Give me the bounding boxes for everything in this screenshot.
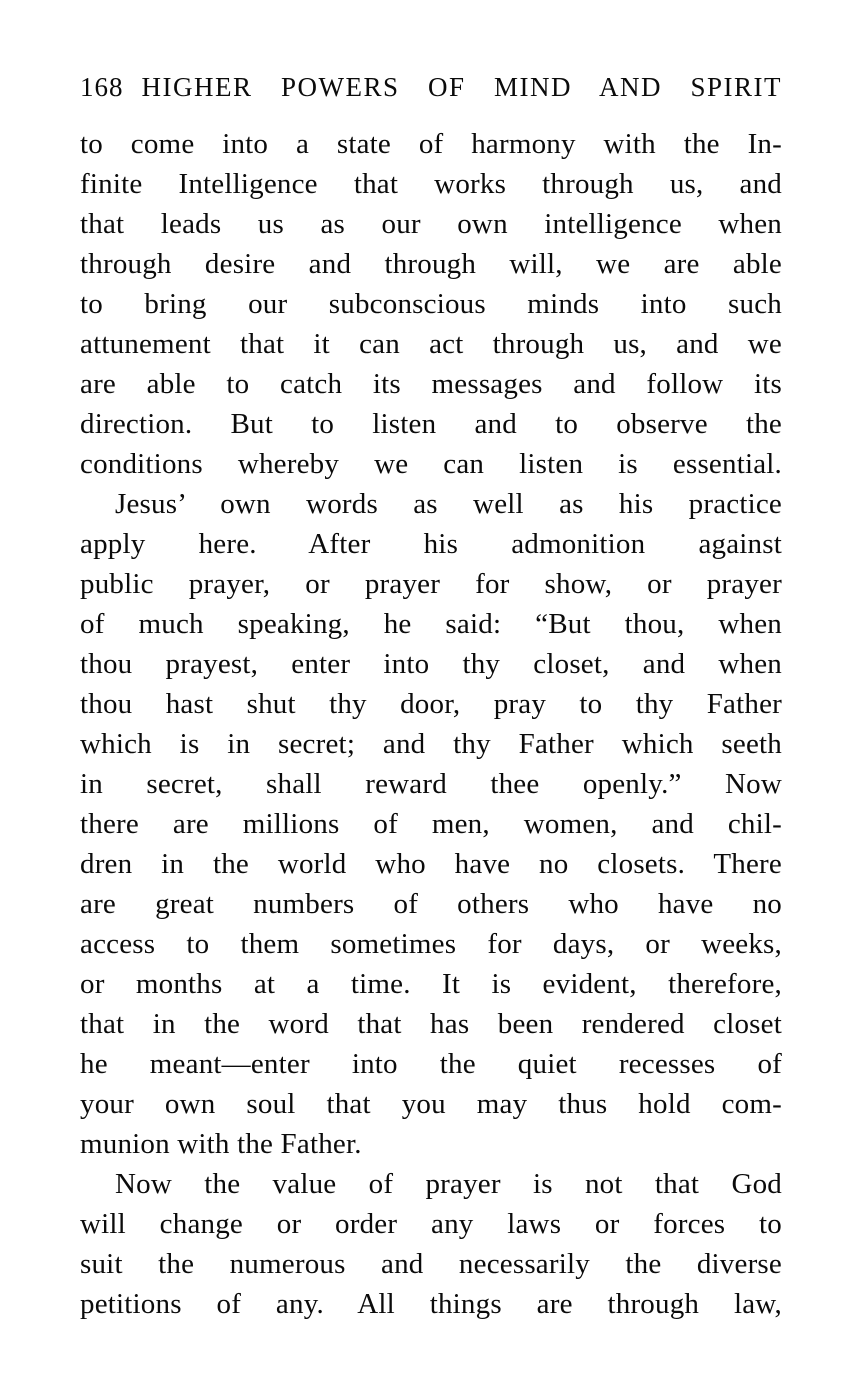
- text-line: there are millions of men, women, and chil-: [80, 808, 782, 840]
- text-line: Jesus’ own words as well as his practice: [115, 488, 782, 520]
- text-line: are able to catch its messages and follow its: [80, 368, 782, 400]
- text-line: he meant—enter into the quiet recesses of: [80, 1048, 782, 1080]
- text-line: apply here. After his admonition against: [80, 528, 782, 560]
- text-line: that leads us as our own intelligence when: [80, 208, 782, 240]
- running-head: [80, 72, 782, 103]
- text-line: suit the numerous and necessarily the diverse: [80, 1248, 782, 1280]
- text-line: through desire and through will, we are able: [80, 248, 782, 280]
- text-line: or months at a time. It is evident, therefore,: [80, 968, 782, 1000]
- text-line: that in the word that has been rendered closet: [80, 1008, 782, 1040]
- text-line: to come into a state of harmony with the In-: [80, 128, 782, 160]
- text-line: petitions of any. All things are through law,: [80, 1288, 782, 1320]
- text-line: finite Intelligence that works through us, and: [80, 168, 782, 200]
- text-line: will change or order any laws or forces to: [80, 1208, 782, 1240]
- text-line: thou hast shut thy door, pray to thy Father: [80, 688, 782, 720]
- text-line: direction. But to listen and to observe the: [80, 408, 782, 440]
- text-line: conditions whereby we can listen is essential.: [80, 448, 782, 480]
- text-line: your own soul that you may thus hold com-: [80, 1088, 782, 1120]
- text-line: public prayer, or prayer for show, or prayer: [80, 568, 782, 600]
- text-line: access to them sometimes for days, or weeks,: [80, 928, 782, 960]
- text-line: of much speaking, he said: “But thou, when: [80, 608, 782, 640]
- text-line: attunement that it can act through us, and we: [80, 328, 782, 360]
- text-line: munion with the Father.: [80, 1128, 362, 1160]
- text-line: Now the value of prayer is not that God: [115, 1168, 782, 1200]
- text-line: are great numbers of others who have no: [80, 888, 782, 920]
- text-line: dren in the world who have no closets. There: [80, 848, 782, 880]
- text-line: to bring our subconscious minds into such: [80, 288, 782, 320]
- text-line: thou prayest, enter into thy closet, and when: [80, 648, 782, 680]
- running-title: HIGHER POWERS OF MIND AND SPIRIT: [141, 72, 782, 102]
- text-line: which is in secret; and thy Father which seeth: [80, 728, 782, 760]
- page-body: [80, 124, 782, 1324]
- page-number: 168: [80, 72, 124, 102]
- text-line: in secret, shall reward thee openly.” Now: [80, 768, 782, 800]
